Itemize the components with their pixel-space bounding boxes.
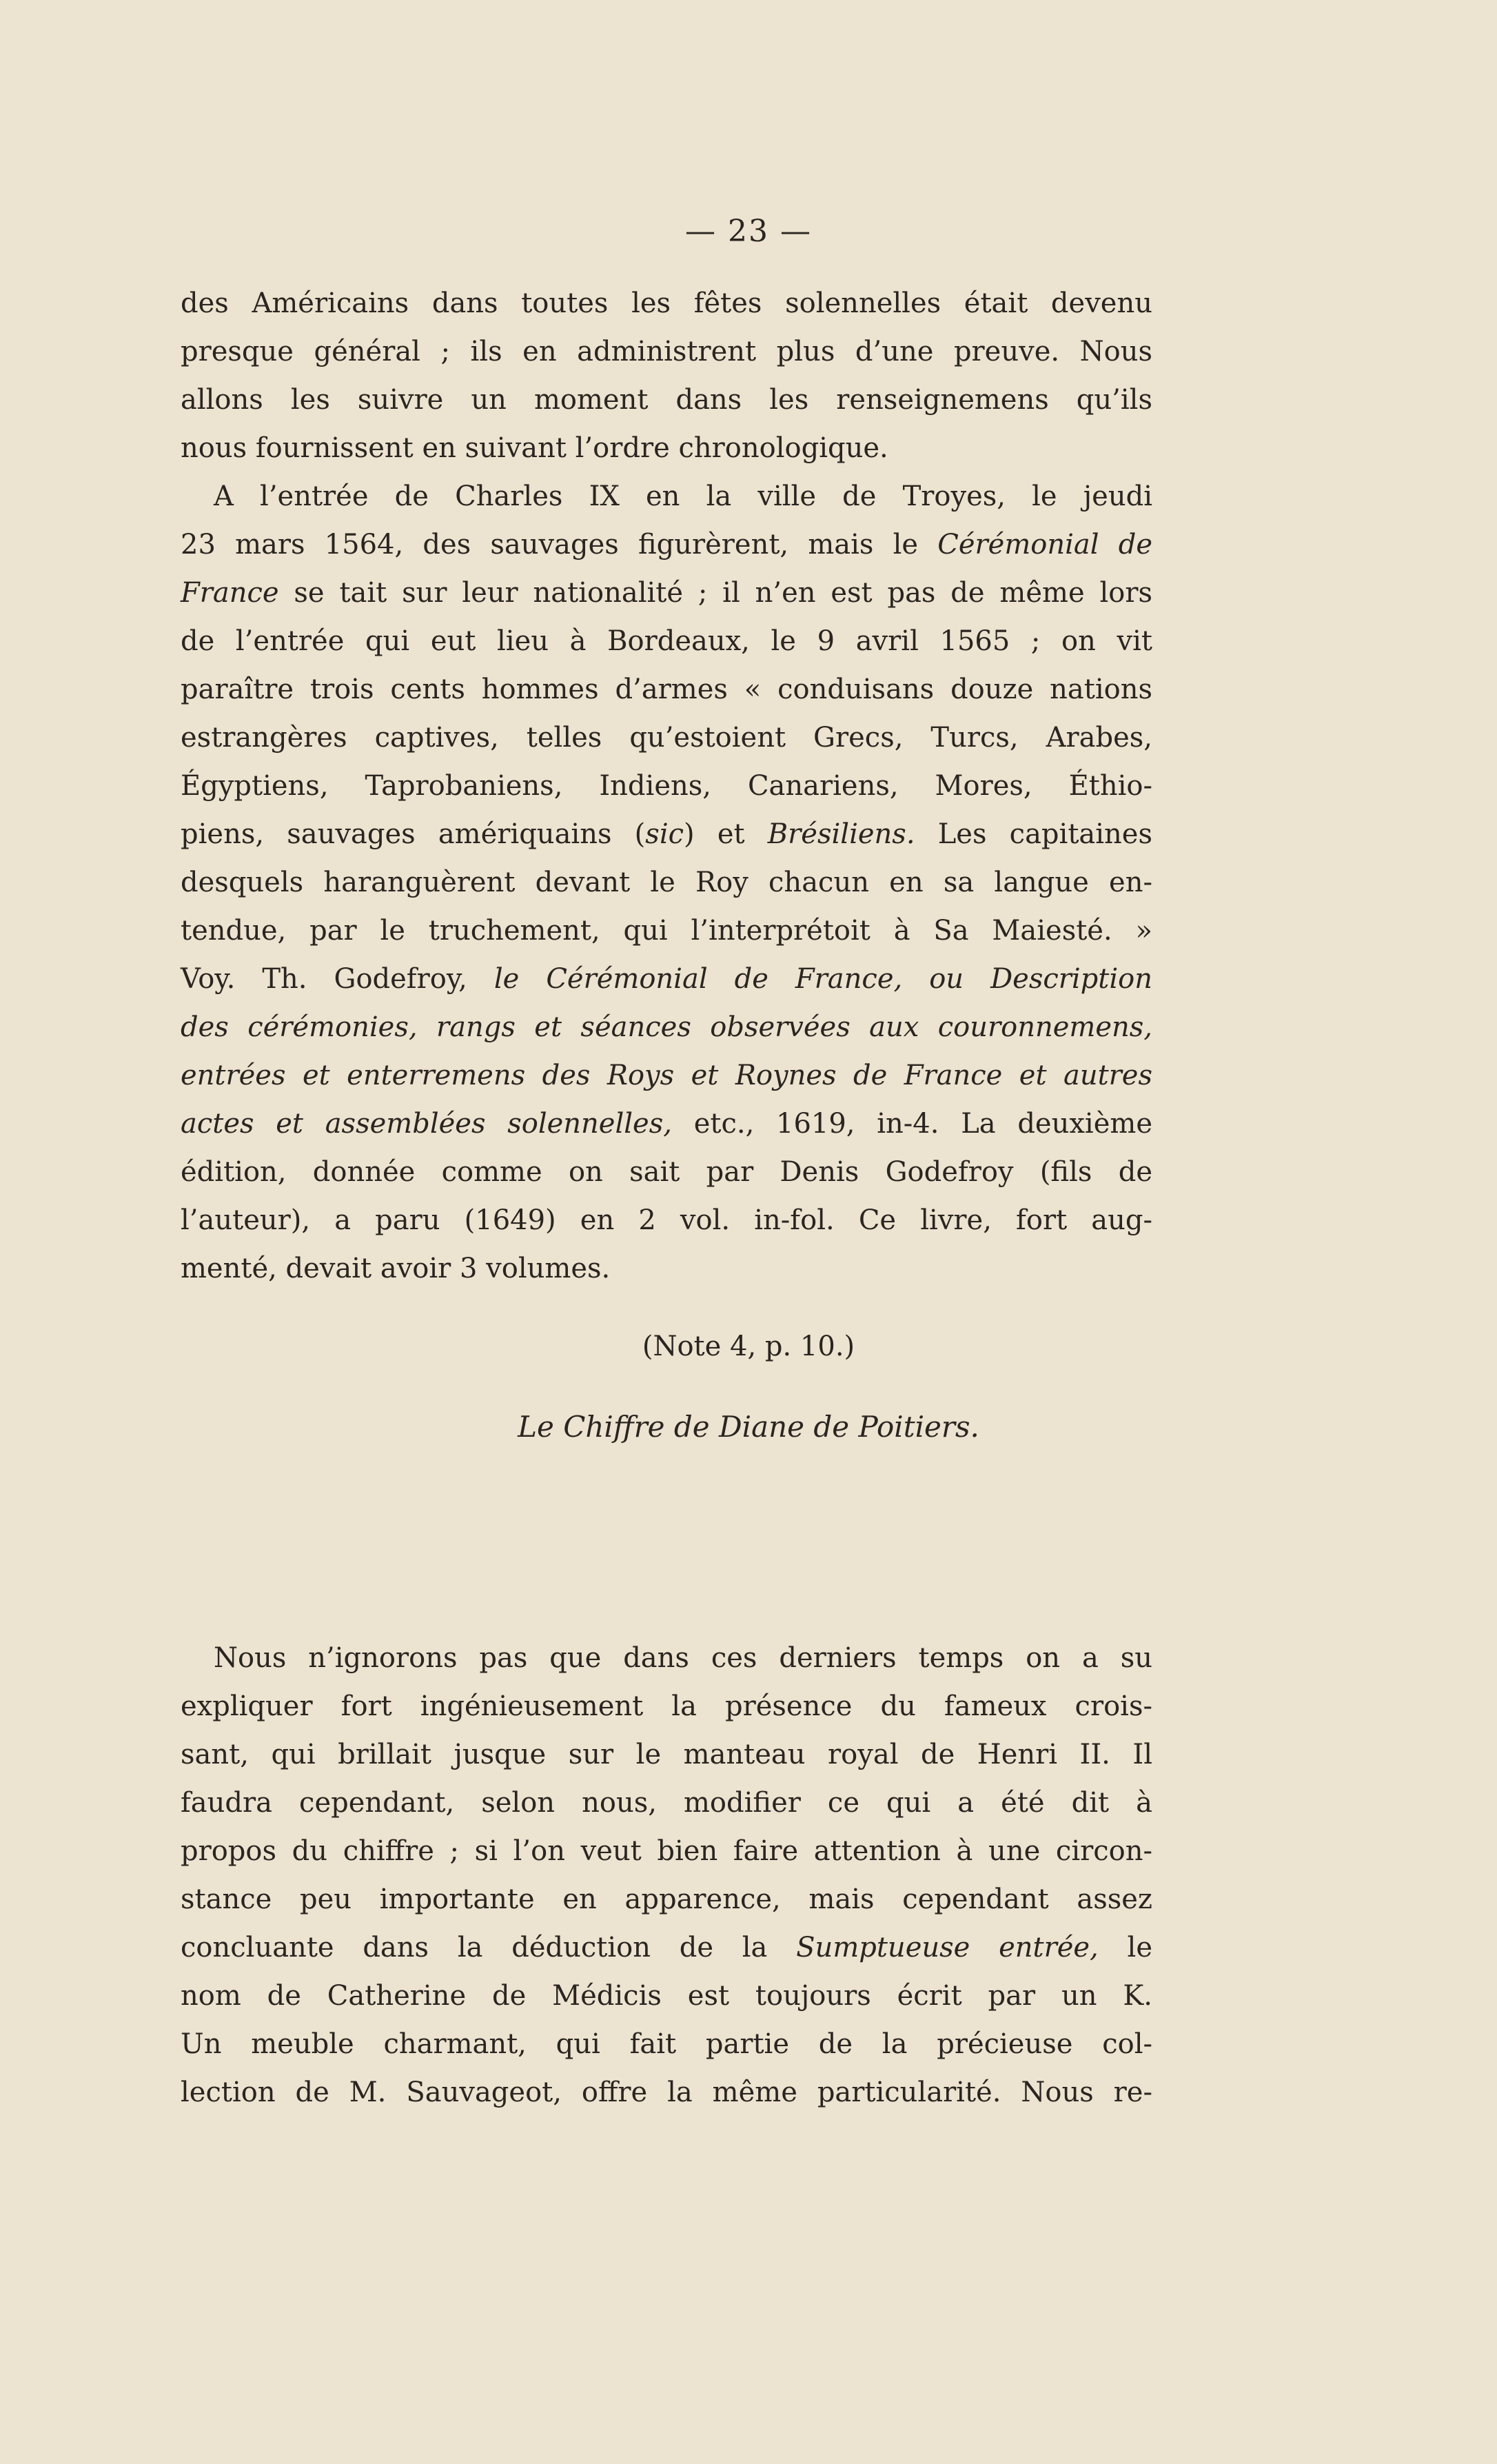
italic-title: entrées et enterremens des Roys et Roynes de France et autres <box>181 1060 1152 1091</box>
text-line: des Américains dans toutes les fêtes solennelles était devenu <box>181 287 1152 319</box>
text-line <box>181 810 1152 858</box>
text-line: l’auteur), a paru (1649) en 2 vol. in-fol. Ce livre, fort aug- <box>181 1204 1152 1236</box>
text-line: Égyptiens, Taprobaniens, Indiens, Canariens, Mores, Éthio- <box>181 770 1152 802</box>
text-line <box>181 521 1152 569</box>
body-text-top <box>181 279 1152 1293</box>
text-line: paraître trois cents hommes d’armes « conduisans douze nations <box>181 674 1152 705</box>
italic-title: actes et assemblées solennelles, <box>181 1108 672 1140</box>
text-run: etc., 1619, in-4. La deuxième <box>671 1108 1152 1140</box>
text-line <box>181 569 1152 617</box>
note-reference: (Note 4, p. 10.) <box>642 1331 855 1362</box>
italic-title: le Cérémonial de France, ou Description <box>493 963 1152 995</box>
text-run: Voy. Th. Godefroy, <box>181 963 494 995</box>
page-number: — 23 — <box>685 214 812 249</box>
text-line: propos du chiffre ; si l’on veut bien faire attention à une circon- <box>181 1835 1152 1867</box>
italic-title: Sumptueuse entrée, <box>796 1932 1099 1963</box>
text-run: piens, sauvages amériquains ( <box>181 818 646 850</box>
text-line: lection de M. Sauvageot, offre la même particularité. Nous re- <box>181 2077 1152 2108</box>
text-run: ) et <box>684 818 768 850</box>
text-line: tendue, par le truchement, qui l’interprétoit à Sa Maiesté. » <box>181 915 1152 947</box>
section-title: Le Chiffre de Diane de Poitiers. <box>518 1410 979 1444</box>
text-line: nom de Catherine de Médicis est toujours écrit par un K. <box>181 1980 1152 2012</box>
text-line: nous fournissent en suivant l’ordre chronologique. <box>181 432 888 464</box>
text-line: estrangères captives, telles qu’estoient Grecs, Turcs, Arabes, <box>181 722 1152 754</box>
text-line: faudra cependant, selon nous, modifier ce qui a été dit à <box>181 1787 1152 1819</box>
text-line <box>181 1051 1152 1100</box>
text-run: se tait sur leur nationalité ; il n’en est pas de même lors <box>278 577 1152 609</box>
text-line: stance peu importante en apparence, mais cependant assez <box>181 1884 1152 1915</box>
text-line: desquels haranguèrent devant le Roy chacun en sa langue en- <box>181 867 1152 898</box>
text-line: sant, qui brillait jusque sur le manteau royal de Henri II. Il <box>181 1739 1152 1770</box>
italic-title: France <box>181 577 279 609</box>
text-line: de l’entrée qui eut lieu à Bordeaux, le 9 avril 1565 ; on vit <box>181 625 1152 657</box>
italic-title: des cérémonies, rangs et séances observées aux couronnemens, <box>181 1011 1152 1043</box>
text-line: expliquer fort ingénieusement la présence du fameux crois- <box>181 1690 1152 1722</box>
text-line: édition, donnée comme on sait par Denis Godefroy (fils de <box>181 1156 1152 1188</box>
text-line: A l’entrée de Charles IX en la ville de Troyes, le jeudi <box>214 481 1152 512</box>
text-line <box>181 1003 1152 1051</box>
body-text-bottom <box>181 1634 1152 2117</box>
text-line: Un meuble charmant, qui fait partie de la précieuse col- <box>181 2028 1152 2060</box>
text-line: presque général ; ils en administrent plus d’une preuve. Nous <box>181 336 1152 367</box>
text-run: concluante dans la déduction de la <box>181 1932 797 1963</box>
text-line: Nous n’ignorons pas que dans ces derniers temps on a su <box>214 1642 1152 1674</box>
italic-word: Brésiliens. <box>767 818 915 850</box>
text-run: 23 mars 1564, des sauvages figurèrent, mais le <box>181 529 938 561</box>
text-line <box>181 1100 1152 1148</box>
text-run: le <box>1098 1932 1153 1963</box>
text-line: menté, devait avoir 3 volumes. <box>181 1253 611 1284</box>
text-line <box>181 955 1152 1003</box>
text-run: Les capitaines <box>915 818 1153 850</box>
italic-word: sic <box>645 818 684 850</box>
text-line <box>181 1923 1152 1972</box>
italic-title: Cérémonial de <box>937 529 1152 561</box>
text-line: allons les suivre un moment dans les renseignemens qu’ils <box>181 384 1152 416</box>
